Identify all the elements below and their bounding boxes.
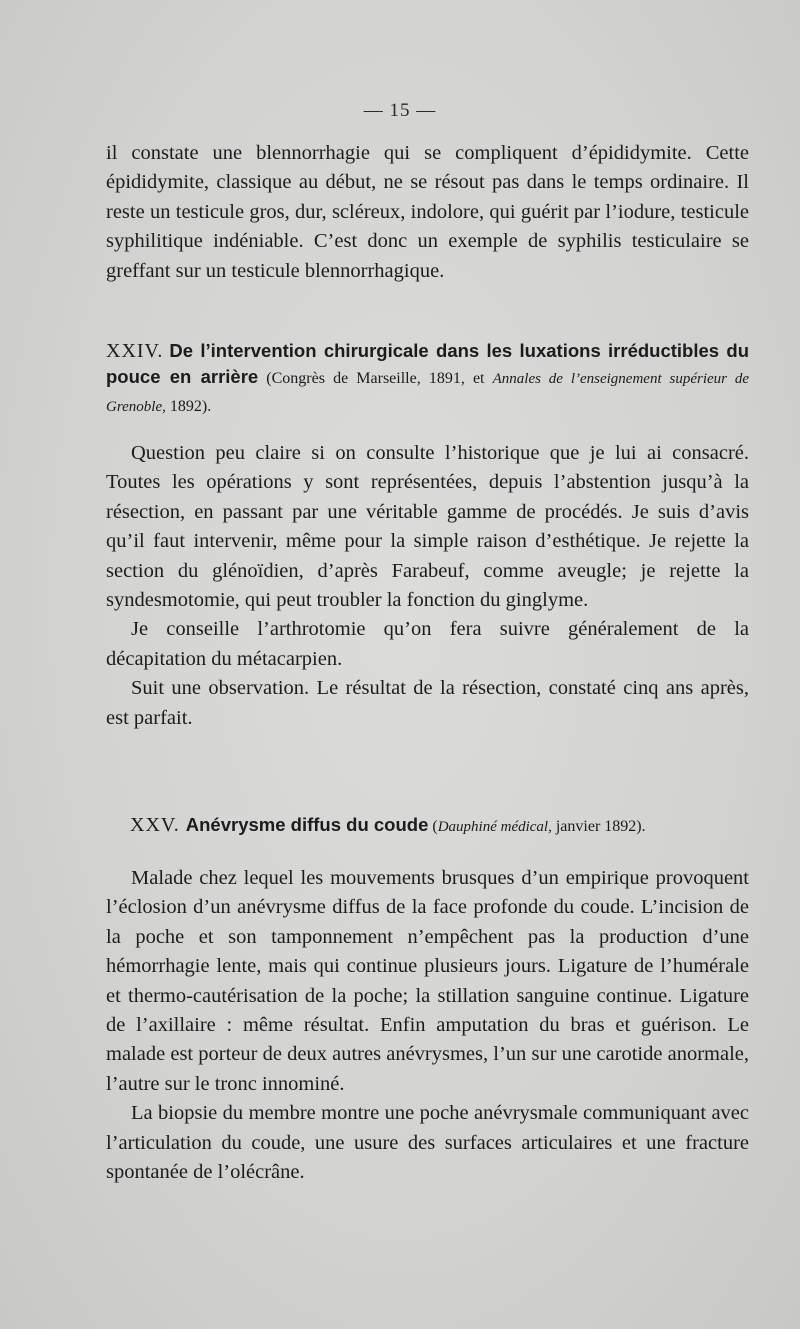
section-source-open: ( — [428, 818, 438, 835]
section-numeral: XXV. — [130, 814, 180, 836]
section-numeral: XXIV. — [106, 340, 164, 362]
section-heading — [106, 338, 749, 420]
intro-paragraph: il constate une blennorrhagie qui se compliquent d’épididymite. Cette épididymite, classique au début, ne se résout pas dans le temps ordinaire. Il reste un testicule gros, dur, scléreux, indolore, qui guérit par l’iodure, testicule syphilitique indéniable. C’est donc un exemple de syphilis testiculaire se greffant sur un testicule blennorrhagique. — [106, 142, 749, 282]
page-number: — 15 — — [363, 100, 437, 121]
section-source-close: 1892). — [165, 398, 212, 415]
section-title: De l’intervention chirurgicale dans les luxations irréductibles du pouce en arrière — [106, 340, 749, 387]
body-paragraph: Je conseille l’arthrotomie qu’on fera suivre généralement de la décapitation du métacarpien. — [106, 618, 749, 670]
body-paragraph: Question peu claire si on consulte l’historique que je lui ai consacré. Toutes les opérations y sont représentées, depuis l’abstention jusqu’à la résection, en passant par une véritable gamme de procédés. Je suis d’avis qu’il faut intervenir, même pour la simple raison d’esthétique. Je rejette la section du glénoïdien, d’après Farabeuf, comme aveugle; je rejette la syndesmotomie, qui peut troubler la fonction du ginglyme. — [106, 442, 749, 612]
section-xxiv-body — [106, 439, 749, 733]
body-paragraph: La biopsie du membre montre une poche anévrysmale communiquant avec l’articulation du coude, une usure des surfaces articulaires et une fracture spontanée de l’olécrâne. — [106, 1102, 749, 1184]
body-paragraph: Suit une observation. Le résultat de la résection, constaté cinq ans après, est parfait. — [106, 677, 749, 729]
section-source-open: (Congrès de Marseille, 1891, et — [258, 370, 493, 387]
intro-block — [106, 139, 749, 286]
section-title: Anévrysme diffus du coude — [185, 814, 429, 835]
section-xxv-body — [106, 864, 749, 1187]
section-xxv-heading — [106, 812, 749, 840]
section-xxiv-heading — [106, 338, 749, 420]
section-source-journal: Dauphiné médical, — [437, 819, 552, 835]
section-source-journal: Annales de l’enseignement supérieur de Grenoble, — [106, 371, 750, 415]
section-source-close: janvier 1892). — [551, 818, 646, 835]
section-heading — [106, 812, 749, 840]
body-paragraph: Malade chez lequel les mouvements brusques d’un empirique provoquent l’éclosion d’un anévrysme diffus de la face profonde du coude. L’incision de la poche et son tamponnement n’empêchent pas la production d’une hémorrhagie lente, mais qui continue plusieurs jours. Ligature de l’humérale et thermo-cautérisation de la poche; la stillation sanguine continue. Ligature de l’axillaire : même résultat. Enfin amputation du bras et guérison. Le malade est porteur de deux autres anévrysmes, l’un sur une carotide anormale, l’autre sur le tronc innominé. — [106, 867, 749, 1095]
